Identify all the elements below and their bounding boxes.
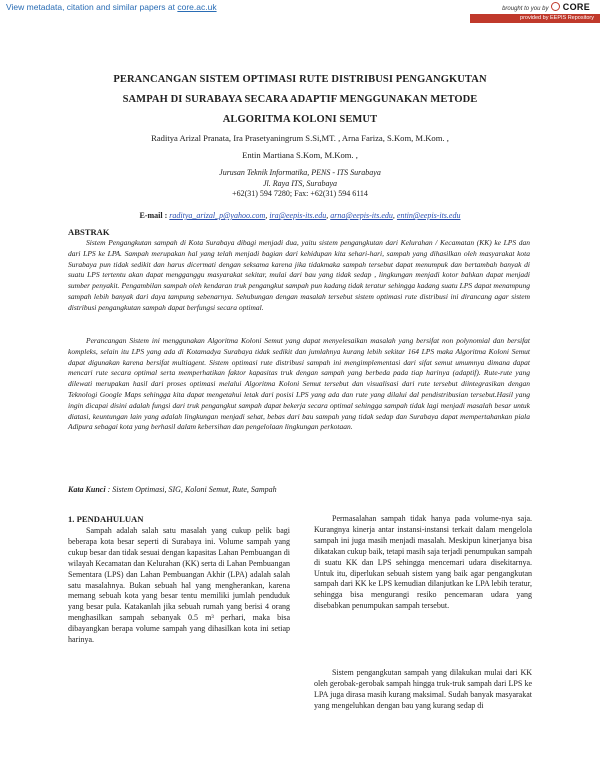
title-line-2: SAMPAH DI SURABAYA SECARA ADAPTIF MENGGUNAKAN METODE [122,94,478,105]
email-address[interactable]: raditya_arizal_p@yahoo.com [169,211,266,220]
email-address[interactable]: entin@eepis-its.edu [396,211,461,220]
affiliation-dept: Jurusan Teknik Informatika, PENS - ITS Surabaya [219,168,381,177]
affiliation-address: Jl. Raya ITS, Surabaya [263,178,337,188]
core-link-prefix: View metadata, citation and similar papers at [6,2,178,12]
title-line-3: ALGORITMA KOLONI SEMUT [222,114,378,125]
abstract-paragraph-2: Perancangan Sistem ini menggunakan Algoritma Koloni Semut yang dapat menyelesaikan masalah yang bersifat non polynomial dan bersifat kompleks, selain itu LPS yang ada di Kotamadya Surabaya tidak sedikit dan jumlahnya kurang lebih sekitar 164 LPS maka Algoritma Koloni Semut dapat digunakan karena bersifat multiagent. Sistem optimasi rute distribusi sampah ini mengimplementasi dari sifat semut umumnya dimana dapat mencari rute secara optimal serta memperhatikan faktor kapasitas truk dengan sampah yang berbeda pada tiap harinya (adaptif). Rute-rute yang dilewati merupakan hasil dari proses optimasi melalui Algoritma Koloni Semut tersebut dan visualisasi dari rute tersebut diintegrasikan dengan Teknologi Google Maps sehingga kita dapat mengetahui letak dari posisi LPS yang ada dan rute yang dilalui dal pendistribusian tersebut.Hasil yang ingin dicapai disini adalah fungsi dari truk pengangkut sampah dapat bekerja secara optimal sehingga sampah tidak lagi menjadi masalah besar untuk diatasi, keuntungan lain yang adalah lingkungan menjadi sehat, bebas dari bau sampah yang tidak sedap dan Surabaya dapat mempertahankan piala Adipura sebagai kota yang berhasil dalam kebersihan dan pengelolaan lingkungan perkotaan. [68,336,530,432]
authors-line-1: Raditya Arizal Pranata, Ira Prasetyaningrum S.Si,MT. , Arna Fariza, S.Kom, M.Kom. , [151,133,449,143]
abstract-paragraph-1: Sistem Pengangkutan sampah di Kota Surabaya dibagi menjadi dua, yaitu sistem pengangkutan dari Kelurahan / Kecamatan (KK) ke LPS dan dari LPS ke LPA. Sampah merupakan hal yang telah menjadi bagian dari kehidupan kita sehari-hari, sampah yang dihasilkan oleh masyarakat kota Surabaya pun tidak sedikit dan harus dicermati dengan seksama karena jika tidakmaka sampah tersebut dapat menumpuk dan bertambah banyak di suatu LPS tertentu akan dapat mengganggu masyarakat sekitar, mulai dari bau yang tidak sedap , lingkungan menjadi kotor bahkan dapat menjadi sumber penyakit. Pengambilan sampah oleh kendaran truk pengangkut sampah pun kadang tidak teratur sehingga kadang suatu LPS dapat menampung sampah lebih banyak dari daya tampung sebenarnya. Sehubungan dengan masalah tersebut sistem optimasi rute distribusi ini dirancang agar sistem distribusi pengangkutan sampah dapat berfungsi secara optimal. [68,238,530,312]
paper-title [40,70,560,130]
title-line-1: PERANCANGAN SISTEM OPTIMASI RUTE DISTRIBUSI PENGANGKUTAN [113,74,487,85]
affiliation [40,168,560,200]
abstract-heading: ABSTRAK [68,227,110,237]
core-logo-icon [551,2,560,11]
section-heading-pendahuluan: 1. PENDAHULUAN [68,514,144,524]
email-address[interactable]: arna@eepis-its.edu [330,211,393,220]
core-brand[interactable] [502,2,590,12]
email-line: E-mail : raditya_arizal_p@yahoo.com, ira@eepis-its.edu, arna@eepis-its.edu, entin@eepis-its.edu [139,211,461,220]
authors [40,130,560,164]
core-banner [0,0,600,24]
email-address[interactable]: ira@eepis-its.edu [269,211,327,220]
body-right-paragraph-1: Permasalahan sampah tidak hanya pada volume-nya saja. Kurangnya kinerja antar instansi-instansi terkait dalam mengelola sampah ini juga masih menjadi masalah. Meskipun kinerjanya bisa dikatakan cukup baik, tetapi masih saja terjadi penumpukan sampah di suatu KK dan LPS sehingga mencemari udara disekitarnya. Untuk itu, diperlukan sebuah sistem yang baik agar pengangkutan sampah dari KK ke LPS kemudian dilanjutkan ke LPA lebih teratur, sehingga bisa mengurangi resiko pencemaran udara yang disebabkan penumpukan sampah tersebut. [314,514,532,611]
core-brought-text: brought to you by [502,6,549,12]
keywords [68,485,277,494]
keywords-list: : Sistem Optimasi, SIG, Koloni Semut, Rute, Sampah [107,485,277,494]
affiliation-phone: +62(31) 594 7280; Fax: +62(31) 594 6114 [232,189,368,198]
core-provided-by: provided by EEPIS Repository [470,14,600,23]
core-link-text[interactable]: core.ac.uk [177,2,217,12]
keywords-label: Kata Kunci [68,485,106,494]
email-label: E-mail : [139,211,168,220]
authors-line-2: Entin Martiana S.Kom, M.Kom. , [242,150,358,160]
body-left-paragraph: Sampah adalah salah satu masalah yang cukup pelik bagi beberapa kota besar seperti di Surabaya ini. Volume sampah yang cukup besar dan tidak sesuai dengan kapasitas Lahan Pembuangan di wilayah Kecamatan dan Kelurahan (KK) serta di Lahan Pembuangan Sementara (LPS) dan Lahan Pembuangan Akhir (LPA) adalah salah satu masalahnya. Bukan sebuah hal yang mengherankan, karena memang sebuah kota yang besar tentu memiliki jumlah penduduk yang besar pula. Katakanlah jika sebuah rumah yang berisi 4 orang menghasilkan sampah sebanyak 0.5 m³ perhari, maka bisa dibayangkan berapa volume sampah yang dihasilkan kota ini setiap harinya. [68,526,290,645]
core-brand-name: CORE [562,2,590,12]
body-right-paragraph-2: Sistem pengangkutan sampah yang dilakukan mulai dari KK oleh gerobak-gerobak sampah hingga truk-truk sampah dari LPS ke LPA juga dirasa masih kurang maksimal. Sudah banyak masyarakat yang mengeluhkan dengan bau yang kurang sedap di [314,668,532,710]
core-metadata-link[interactable] [6,2,217,12]
